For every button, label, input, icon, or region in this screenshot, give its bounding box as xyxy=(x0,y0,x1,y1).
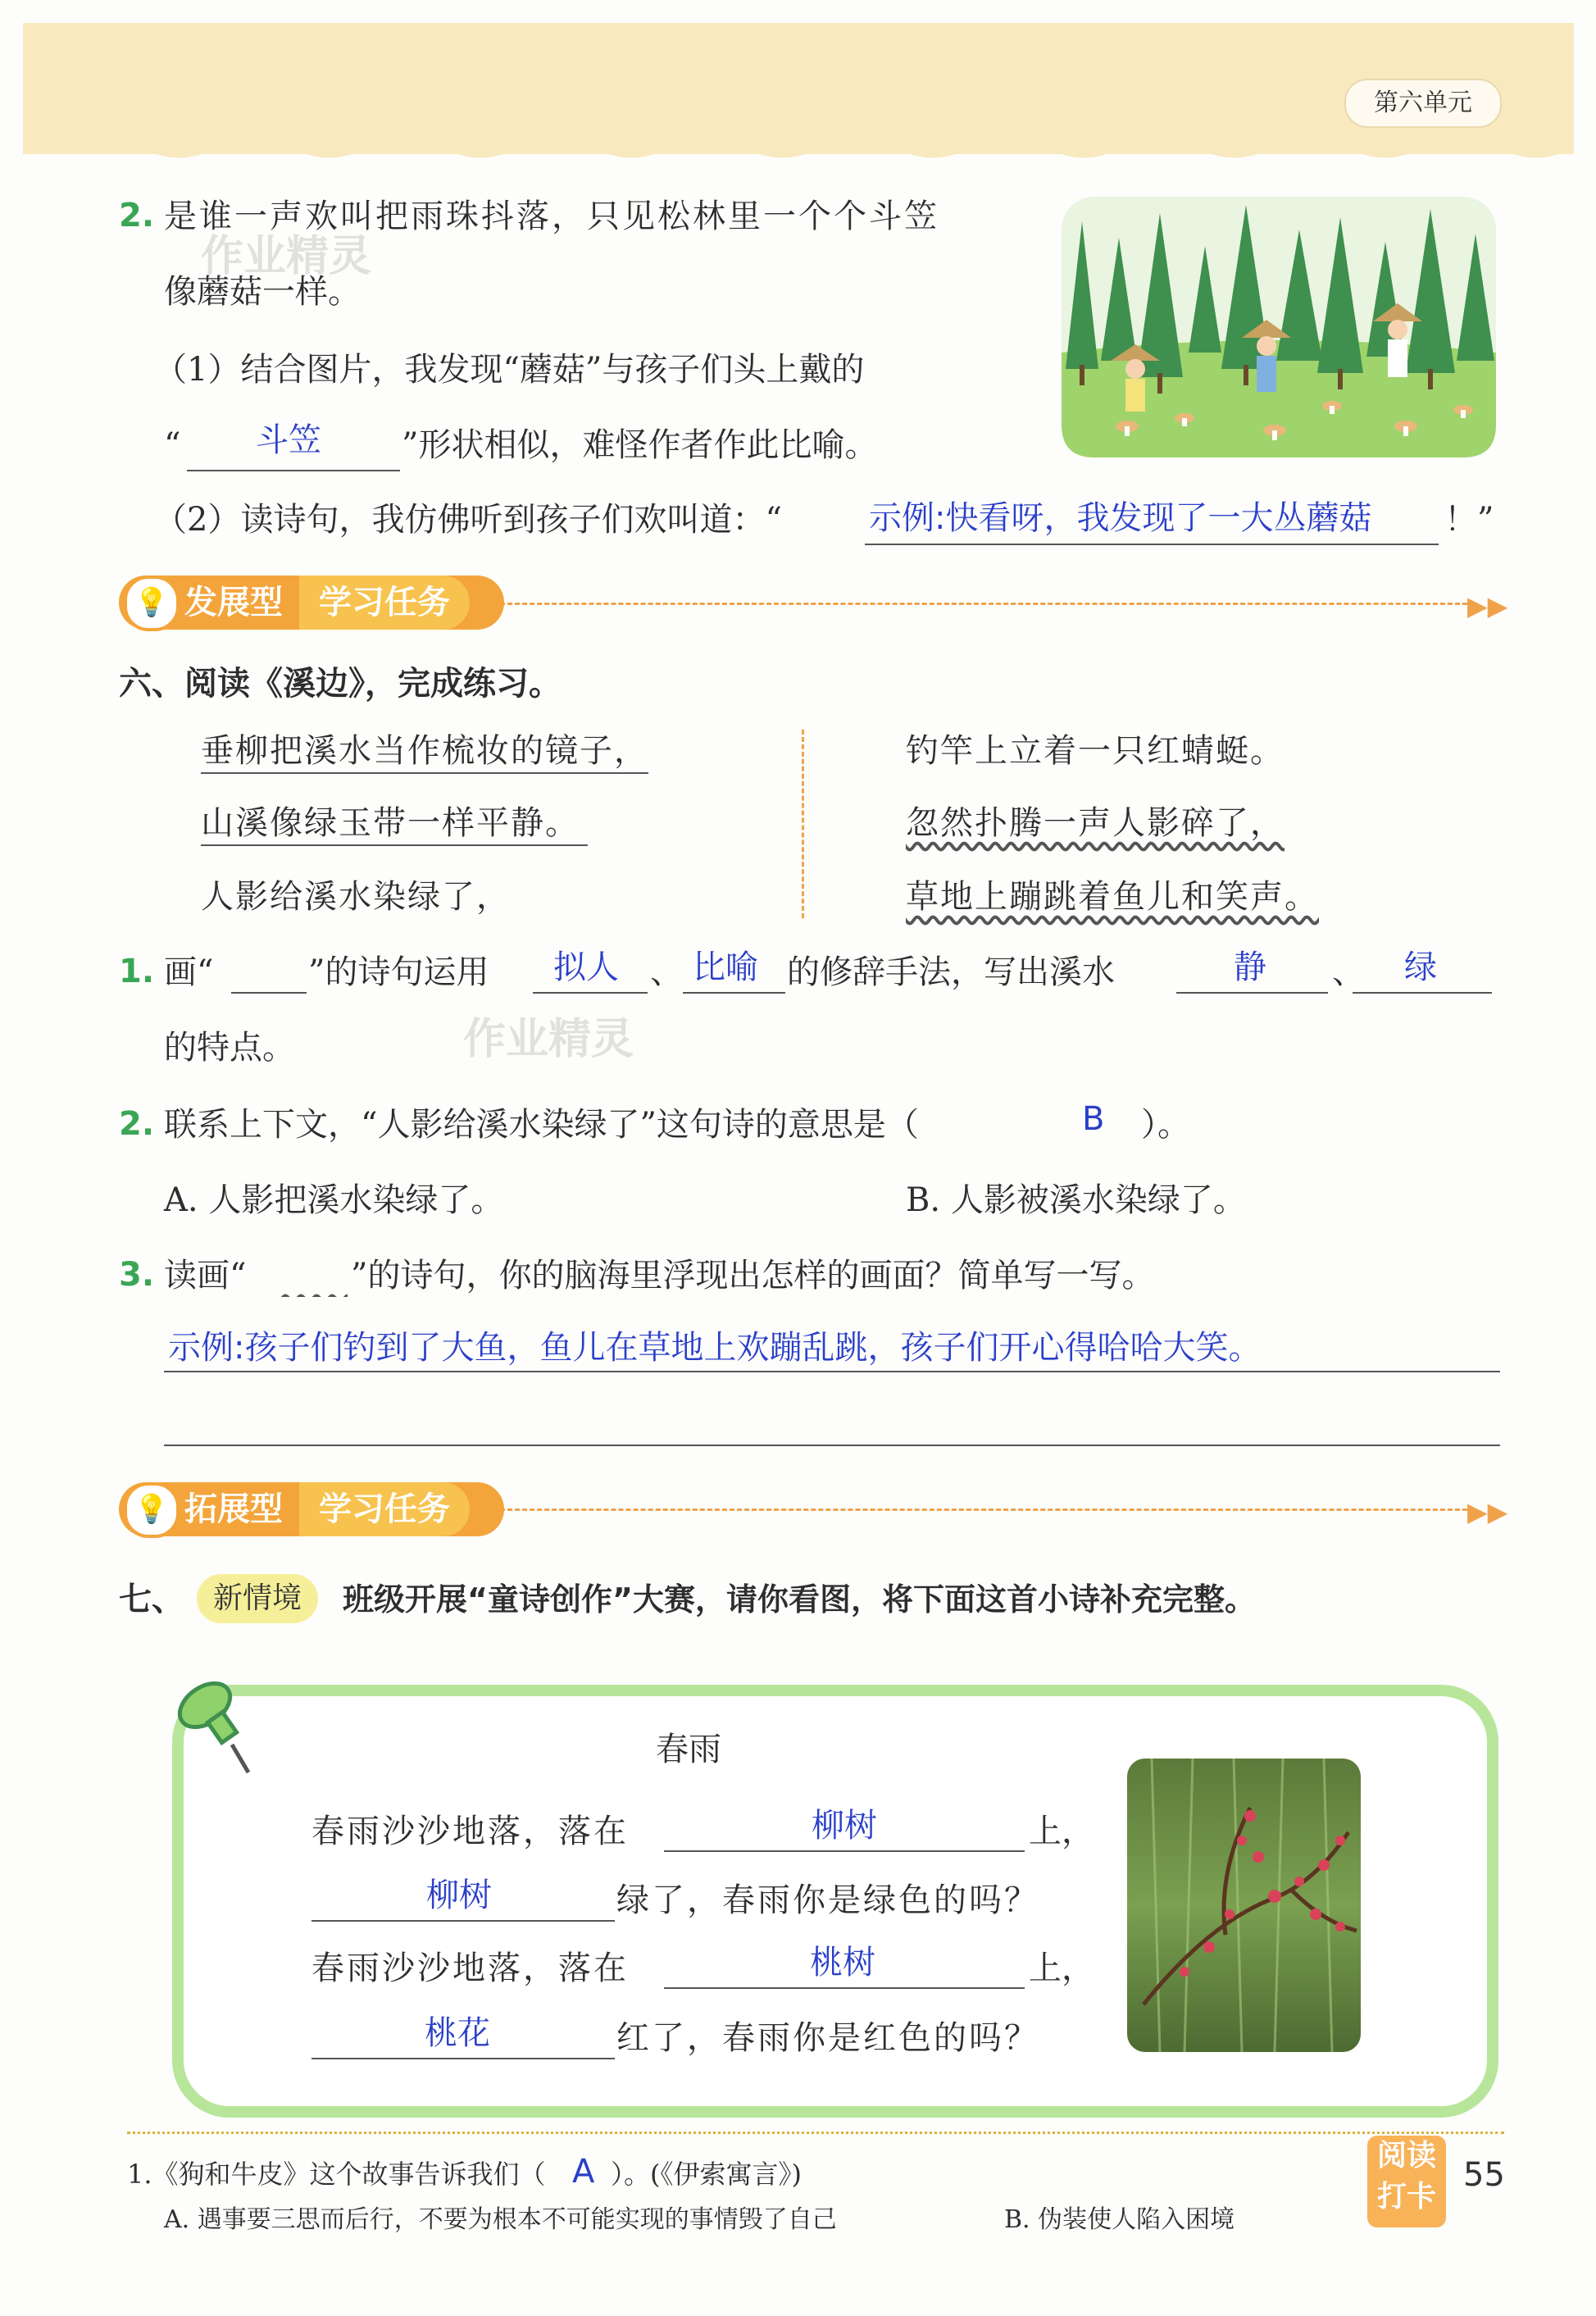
peach-blossom-photo xyxy=(1127,1759,1361,2052)
poem-text: 红了，春雨你是红色的吗？ xyxy=(616,2019,1039,2057)
banner-label: 拓展型 xyxy=(184,1490,283,1528)
header-wave xyxy=(23,123,1574,172)
question-number: 3. xyxy=(119,1256,155,1294)
poem-line: 山溪像绿玉带一样平静。 xyxy=(201,802,588,846)
new-context-tag: 新情境 xyxy=(197,1574,318,1623)
question-number: 2. xyxy=(119,1105,155,1143)
question-text: 的特点。 xyxy=(164,1029,295,1067)
divider xyxy=(500,1508,1467,1511)
question-text: 的修辞手法，写出溪水 xyxy=(787,953,1115,991)
poem-line: 忽然扑腾一声人影碎了， xyxy=(906,804,1285,842)
question-text: （2）读诗句，我仿佛听到孩子们欢叫道：“ xyxy=(154,501,782,539)
question-text: ！” xyxy=(1444,501,1494,539)
answer-text: 比喻 xyxy=(693,949,758,986)
question-number: 1. xyxy=(119,953,155,990)
poem-line: 像蘑菇一样。 xyxy=(164,273,361,311)
section-title: 班级开展“童诗创作”大赛，请你看图，将下面这首小诗补充完整。 xyxy=(343,1581,1256,1618)
poem-text: 绿了，春雨你是绿色的吗？ xyxy=(616,1881,1039,1919)
footer-option-a: A. 遇事要三思而后行，不要为根本不可能实现的事情毁了自己 xyxy=(164,2205,837,2234)
page-number: 55 xyxy=(1463,2156,1505,2194)
option-a: A. 人影把溪水染绿了。 xyxy=(164,1181,504,1219)
answer-text: 柳树 xyxy=(426,1877,492,1914)
answer-text: 示例:快看呀，我发现了一大丛蘑菇 xyxy=(869,499,1372,537)
question-text: ”的诗句运用 xyxy=(308,953,489,991)
question-text: 读画“ xyxy=(164,1257,247,1295)
poem-line: 钓竿上立着一只红蜻蜓。 xyxy=(906,732,1285,770)
poem-text: 上， xyxy=(1029,1950,1094,1987)
pushpin-icon xyxy=(168,1672,258,1779)
separator: 、 xyxy=(1332,953,1365,991)
arrow-icon: ▶▶ xyxy=(1467,1496,1508,1527)
section-prefix: 七、 xyxy=(119,1581,184,1618)
footer-question: ）。(《伊索寓言》) xyxy=(611,2159,802,2190)
poem-title: 春雨 xyxy=(656,1731,721,1768)
question-text: ”形状相似，难怪作者作此比喻。 xyxy=(402,426,878,464)
poem-line: 草地上蹦跳着鱼儿和笑声。 xyxy=(906,878,1319,916)
watermark: 作业精灵 xyxy=(463,1015,634,1064)
question-text: （1）结合图片，我发现“蘑菇”与孩子们头上戴的 xyxy=(154,351,865,389)
poem-line: 人影给溪水染绿了， xyxy=(201,878,511,916)
section-title: 六、阅读《溪边》，完成练习。 xyxy=(119,665,562,703)
poem-line: 是谁一声欢叫把雨珠抖落，只见松林里一个个斗笠 xyxy=(164,198,939,235)
banner-label: 学习任务 xyxy=(299,1482,470,1536)
banner-label: 发展型 xyxy=(184,584,283,621)
arrow-icon: ▶▶ xyxy=(1467,590,1508,621)
option-b: B. 人影被溪水染绿了。 xyxy=(906,1181,1246,1219)
answer-text: 桃树 xyxy=(810,1944,875,1982)
unit-label: 第六单元 xyxy=(1344,79,1502,128)
poem-text: 春雨沙沙地落，落在 xyxy=(311,1950,629,1987)
answer-text: 桃花 xyxy=(425,2014,490,2052)
answer-text: 绿 xyxy=(1404,949,1437,986)
answer-text: 静 xyxy=(1234,949,1266,986)
answer-line xyxy=(164,1445,1500,1446)
poem-line: 垂柳把溪水当作梳妆的镜子， xyxy=(201,730,648,774)
answer-text: A xyxy=(572,2153,595,2191)
question-text: 联系上下文，“人影给溪水染绿了”这句诗的意思是（ xyxy=(164,1106,919,1144)
answer-text: B xyxy=(1082,1100,1105,1138)
footer-option-b: B. 伪装使人陷入困境 xyxy=(1004,2205,1235,2234)
watermark: 作业精灵 xyxy=(201,232,372,281)
underline-sample xyxy=(231,949,307,994)
answer-text: 柳树 xyxy=(812,1807,877,1845)
section-banner xyxy=(119,576,504,630)
separator: 、 xyxy=(650,953,683,991)
question-number: 2. xyxy=(119,197,155,234)
quote-mark: “ xyxy=(164,426,181,464)
question-text: ）。 xyxy=(1141,1106,1190,1144)
banner-label: 学习任务 xyxy=(299,576,470,630)
section-banner xyxy=(119,1482,504,1536)
answer-line xyxy=(164,1371,1500,1372)
lightbulb-icon: 💡 xyxy=(124,576,180,631)
answer-text: 示例:孩子们钓到了大鱼，鱼儿在草地上欢蹦乱跳，孩子们开心得哈哈大笑。 xyxy=(168,1329,1262,1367)
poem-divider xyxy=(802,730,804,918)
question-text: ”的诗句，你的脑海里浮现出怎样的画面？简单写一写。 xyxy=(351,1257,1155,1295)
answer-text: 拟人 xyxy=(553,949,619,986)
question-text: 画“ xyxy=(164,953,214,991)
poem-text: 春雨沙沙地落，落在 xyxy=(311,1813,629,1850)
reading-checkin-badge[interactable]: 阅读打卡 xyxy=(1367,2136,1446,2227)
forest-illustration xyxy=(1062,197,1496,457)
poem-text: 上， xyxy=(1029,1813,1094,1850)
wavy-underline-sample xyxy=(274,1254,348,1297)
footer-question: 1.《狗和牛皮》这个故事告诉我们（ xyxy=(127,2159,546,2190)
divider xyxy=(500,603,1467,605)
footer-divider xyxy=(127,2132,1504,2134)
lightbulb-icon: 💡 xyxy=(124,1482,180,1538)
answer-text: 斗笠 xyxy=(256,421,321,459)
